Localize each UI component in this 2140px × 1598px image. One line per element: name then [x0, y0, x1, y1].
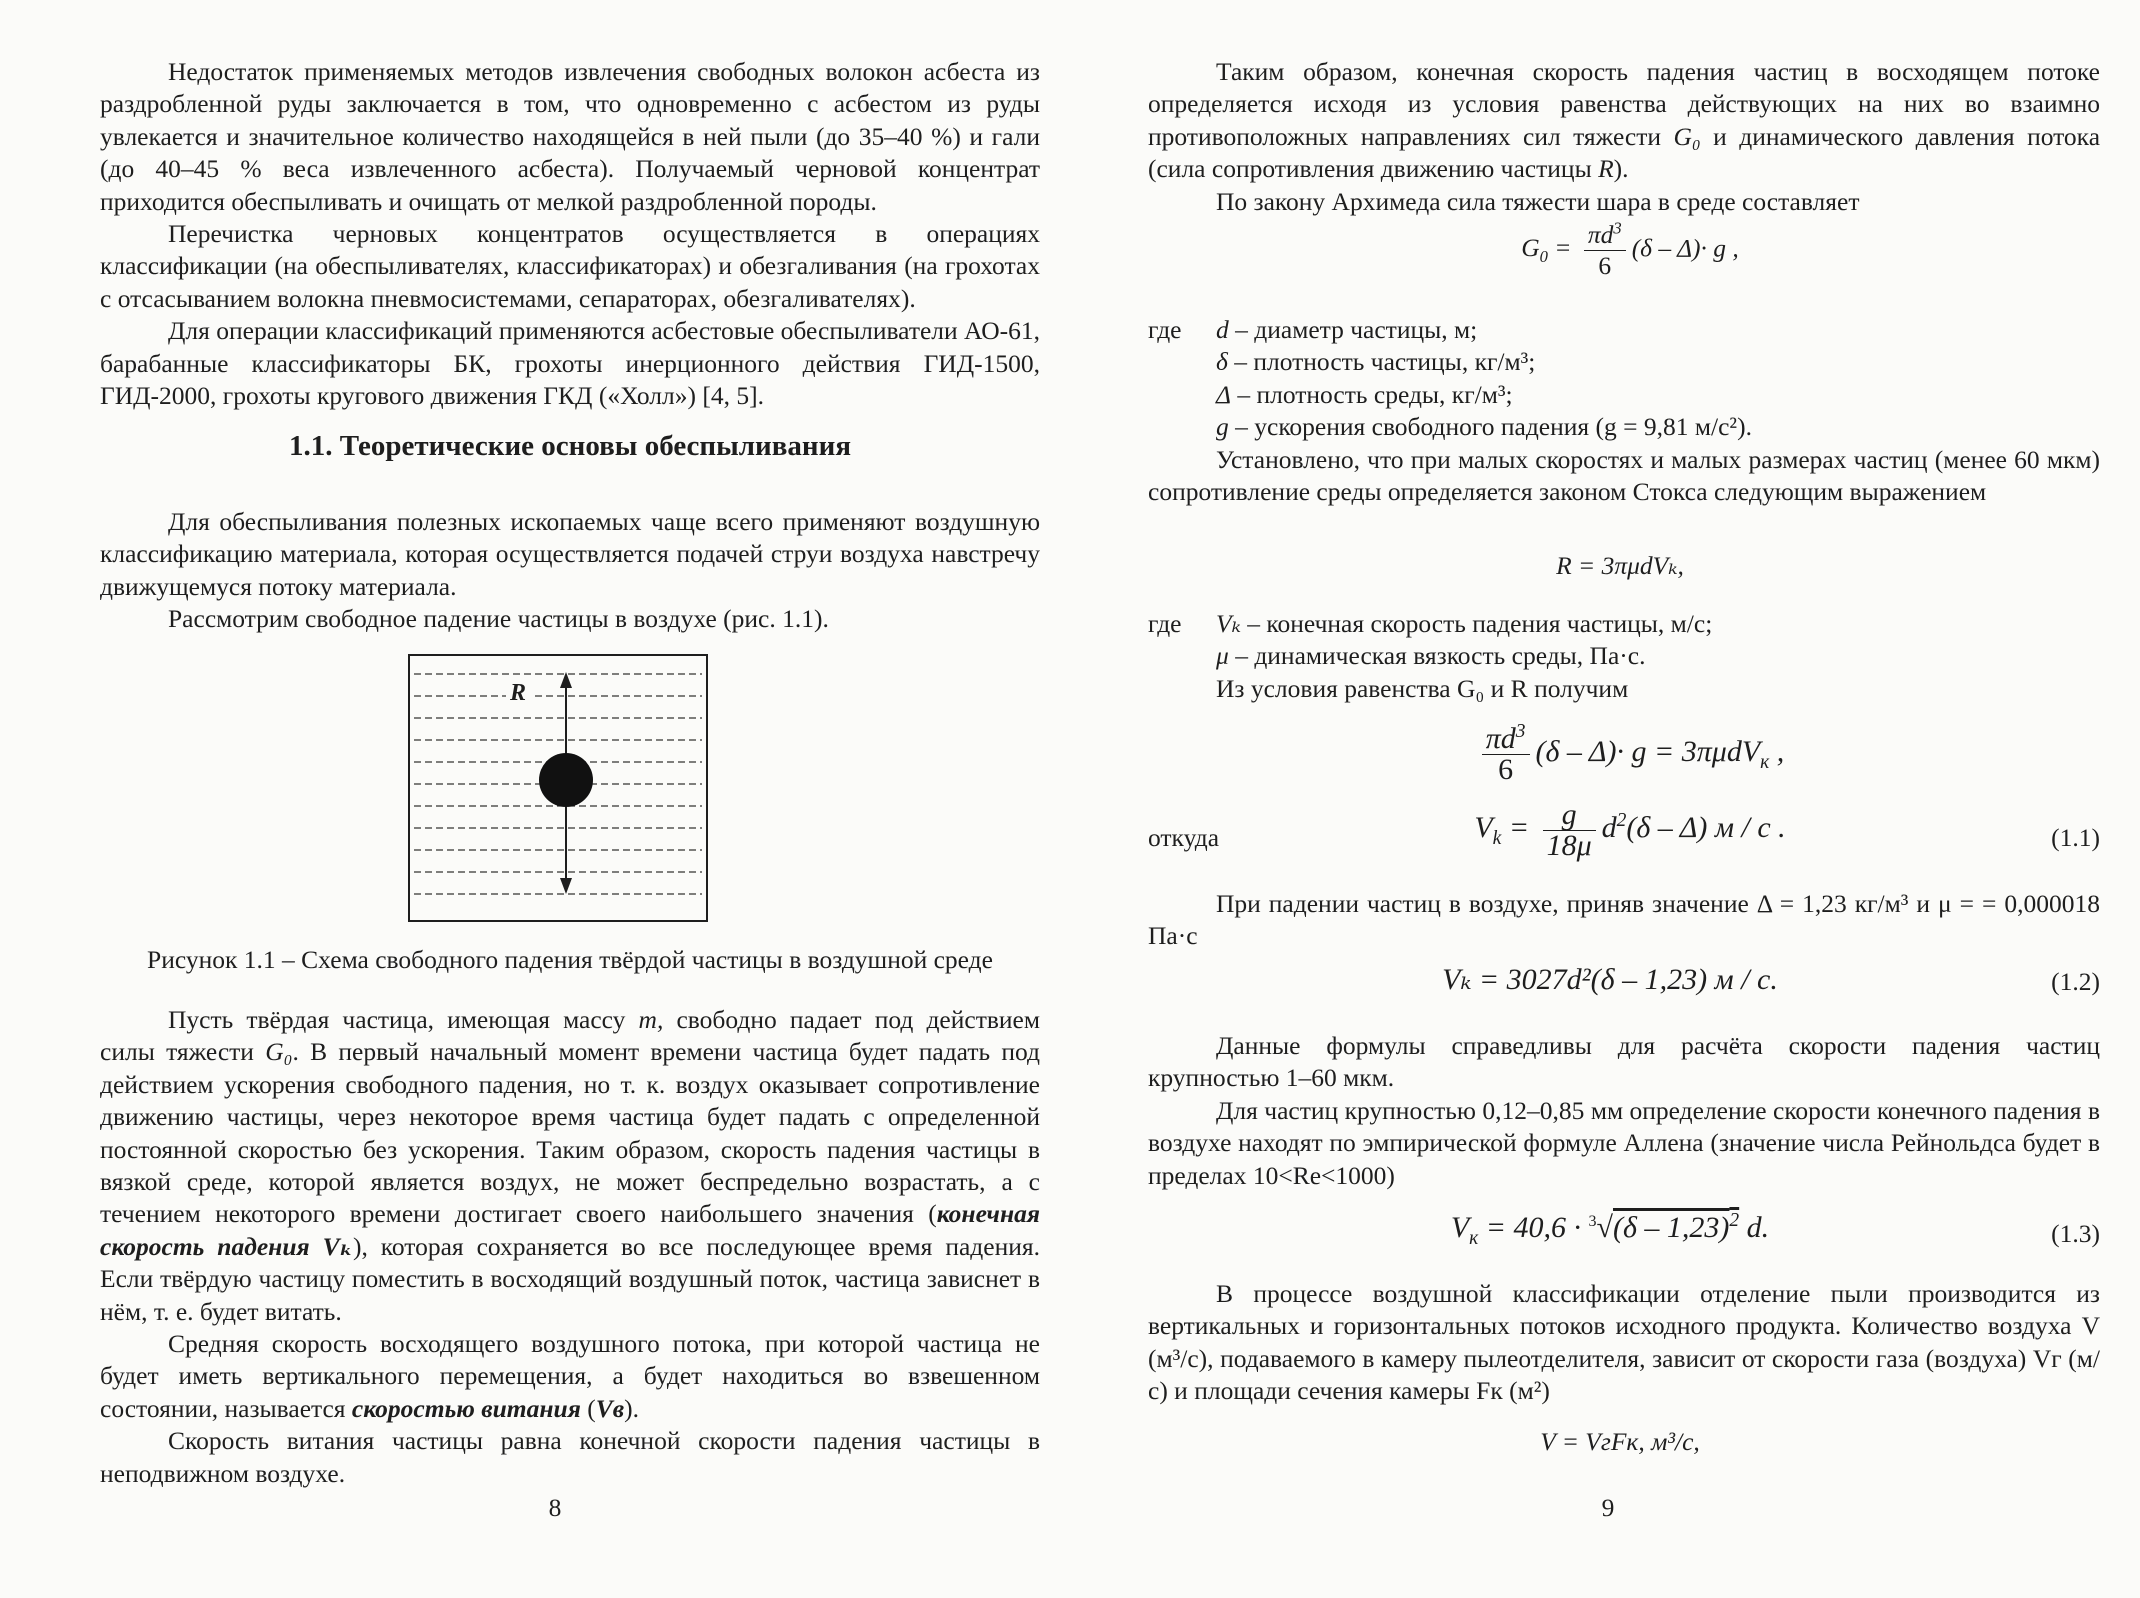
formula-air-volume: V = VгFк, м³/с,	[1540, 1427, 1700, 1456]
definition-item: g – ускорения свободного падения (g = 9,81 м/с²).	[1216, 412, 1752, 442]
definitions-list-2	[1216, 608, 2096, 705]
figure-free-fall-diagram	[408, 654, 708, 922]
formula-1-1: $V_k$ = $\frac{g}{18\mu}$ $d^2(\delta - \Delta)$ м / с .	[1474, 798, 1786, 862]
equation-number: (1.1)	[2051, 823, 2100, 852]
particle	[539, 753, 593, 807]
formula-equality: $\frac{\pi d^3}{6}$ (δ – Δ)· g = 3πμdV$_к$ ,	[1380, 724, 1880, 785]
page-number: 8	[548, 1493, 562, 1522]
paragraph: Средняя скорость восходящего воздушного потока, при которой частица не будет иметь вертикального перемещения, а будет находиться во взвешенном состоянии, называется скоростью витания (Vв).	[100, 1329, 1040, 1423]
equation-number: (1.2)	[2051, 967, 2100, 996]
equation-number: (1.3)	[2051, 1219, 2100, 1248]
paragraph: Скорость витания частицы равна конечной скорости падения частицы в неподвижном воздухе.	[100, 1426, 1040, 1488]
paragraph: Таким образом, конечная скорость падения частиц в восходящем потоке определяется исходя из условия равенства действующих на них во взаимно противоположных направлениях сил тяжести G₀ и динамического давления потока (сила сопротивления движению частицы R).	[1148, 57, 2101, 184]
section-heading: 1.1. Теоретические основы обеспыливания	[288, 430, 852, 462]
paragraph: Перечистка черновых концентратов осуществляется в операциях классификации (на обеспыливателях, классификаторах) и обезгаливания (на грохотах с отсасыванием волокна пневмосистемами, сепараторах, обезгаливателях).	[100, 219, 1040, 313]
definitions-list-1	[1216, 314, 2096, 444]
paragraph: В процессе воздушной классификации отделение пыли производится из вертикальных и горизонтальных потоков исходного продукта. Количество воздуха V (м³/с), подаваемого в камеру пылеотделителя, зависит от скорости газа (воздуха) Vг (м/с) и площади сечения камеры Fк (м²)	[1148, 1279, 2100, 1406]
paragraph: Для обеспыливания полезных ископаемых чаще всего применяют воздушную классификацию материала, которая осуществляется подачей струи воздуха навстречу движущемуся потоку материала.	[100, 507, 1040, 601]
paragraph: Для частиц крупностью 0,12–0,85 мм определение скорости конечного падения в воздухе находят по эмпирической формуле Аллена (значение числа Рейнольдса будет в пределах 10<Re<1000)	[1148, 1095, 2100, 1190]
where-label: где	[1148, 315, 1182, 344]
definition-item: δ – плотность частицы, кг/м³;	[1216, 347, 1536, 377]
definition-item: Vₖ – конечная скорость падения частицы, м/с;	[1216, 609, 1713, 638]
force-label-r: R	[510, 680, 527, 706]
paragraph: Данные формулы справедливы для расчёта скорости падения частиц крупностью 1–60 мкм.	[1148, 1031, 2100, 1093]
definition-item: Из условия равенства G₀ и R получим	[1216, 673, 1629, 703]
paragraph: По закону Архимеда сила тяжести шара в среде составляет	[1216, 186, 1860, 216]
classification-text	[1148, 1278, 2100, 1408]
formula-1-2: Vₖ = 3027d²(δ – 1,23) м / с.	[1442, 963, 1778, 996]
intro-text	[100, 56, 1040, 412]
page-number: 9	[1601, 1493, 1615, 1522]
right-intro-text	[1148, 56, 2100, 218]
paragraph: Для операции классификаций применяются асбестовые обеспыливатели АО-61, барабанные классификаторы БК, грохоты инерционного действия ГИД-1500, ГИД-2000, грохоты кругового движения ГКД («Холл») [4, 5].	[100, 316, 1040, 411]
otkuda-label: откуда	[1148, 823, 1220, 852]
definition-item: Δ – плотность среды, кг/м³;	[1216, 379, 1513, 409]
figure-caption: Рисунок 1.1 – Схема свободного падения твёрдой частицы в воздушной среде	[147, 945, 993, 974]
air-conditions-text	[1148, 888, 2100, 953]
stokes-intro	[1148, 444, 2100, 509]
formula-stokes: R = 3πμdVₖ,	[1556, 551, 1684, 580]
down-arrow-icon	[560, 878, 572, 894]
paragraph: Установлено, что при малых скоростях и малых размерах частиц (менее 60 мкм) сопротивление среды определяется законом Стокса следующим выражением	[1148, 445, 2100, 507]
paragraph: Рассмотрим свободное падение частицы в воздухе (рис. 1.1).	[168, 604, 829, 634]
definition-item: d – диаметр частицы, м;	[1216, 315, 1478, 344]
right-page	[1080, 0, 2140, 1598]
body-text	[100, 1004, 1040, 1490]
paragraph: При падении частиц в воздухе, приняв значение Δ = 1,23 кг/м³ и μ = = 0,000018 Па·с	[1148, 889, 2100, 951]
definition-item: μ – динамическая вязкость среды, Па·с.	[1216, 641, 1646, 671]
section-text	[100, 506, 1040, 636]
formula-1-3: $V_к = 40,6 \cdot ^3√(\delta - 1,23)^2$ d.	[1450, 1210, 1770, 1249]
paragraph: Пусть твёрдая частица, имеющая массу m, свободно падает под действием силы тяжести G₀. В первый начальный момент времени частица будет падать под действием ускорения свободного падения, но т. к. воздух оказывает сопротивление движению частицы, через некоторое время частица будет падать с определенной постоянной скоростью без ускорения. Таким образом, скорость падения частицы в вязкой среде, которой является воздух, не может беспредельно возрастать, а с течением некоторого времени достигает своего наибольшего значения (конечная скорость падения Vₖ), которая сохраняется во все последующее время падения. Если твёрдую частицу поместить в восходящий воздушный поток, частица зависнет в нём, т. е. будет витать.	[100, 1005, 1040, 1326]
figure-svg	[410, 656, 706, 920]
validity-text	[1148, 1030, 2100, 1192]
paragraph: Недостаток применяемых методов извлечения свободных волокон асбеста из раздробленной руды заключается в том, что одновременно с асбестом из руды увлекается и значительное количество находящейся в ней пыли (до 35–40 %) и гали (до 40–45 % веса извлеченного асбеста). Получаемый черновой концентрат приходится обеспыливать и очищать от мелкой раздробленной породы.	[100, 57, 1040, 216]
formula-archimedes: $G_0$ = $\frac{\pi d^3}{6}$ (δ – Δ)· g ,	[1521, 218, 1739, 280]
where-label: где	[1148, 609, 1182, 638]
